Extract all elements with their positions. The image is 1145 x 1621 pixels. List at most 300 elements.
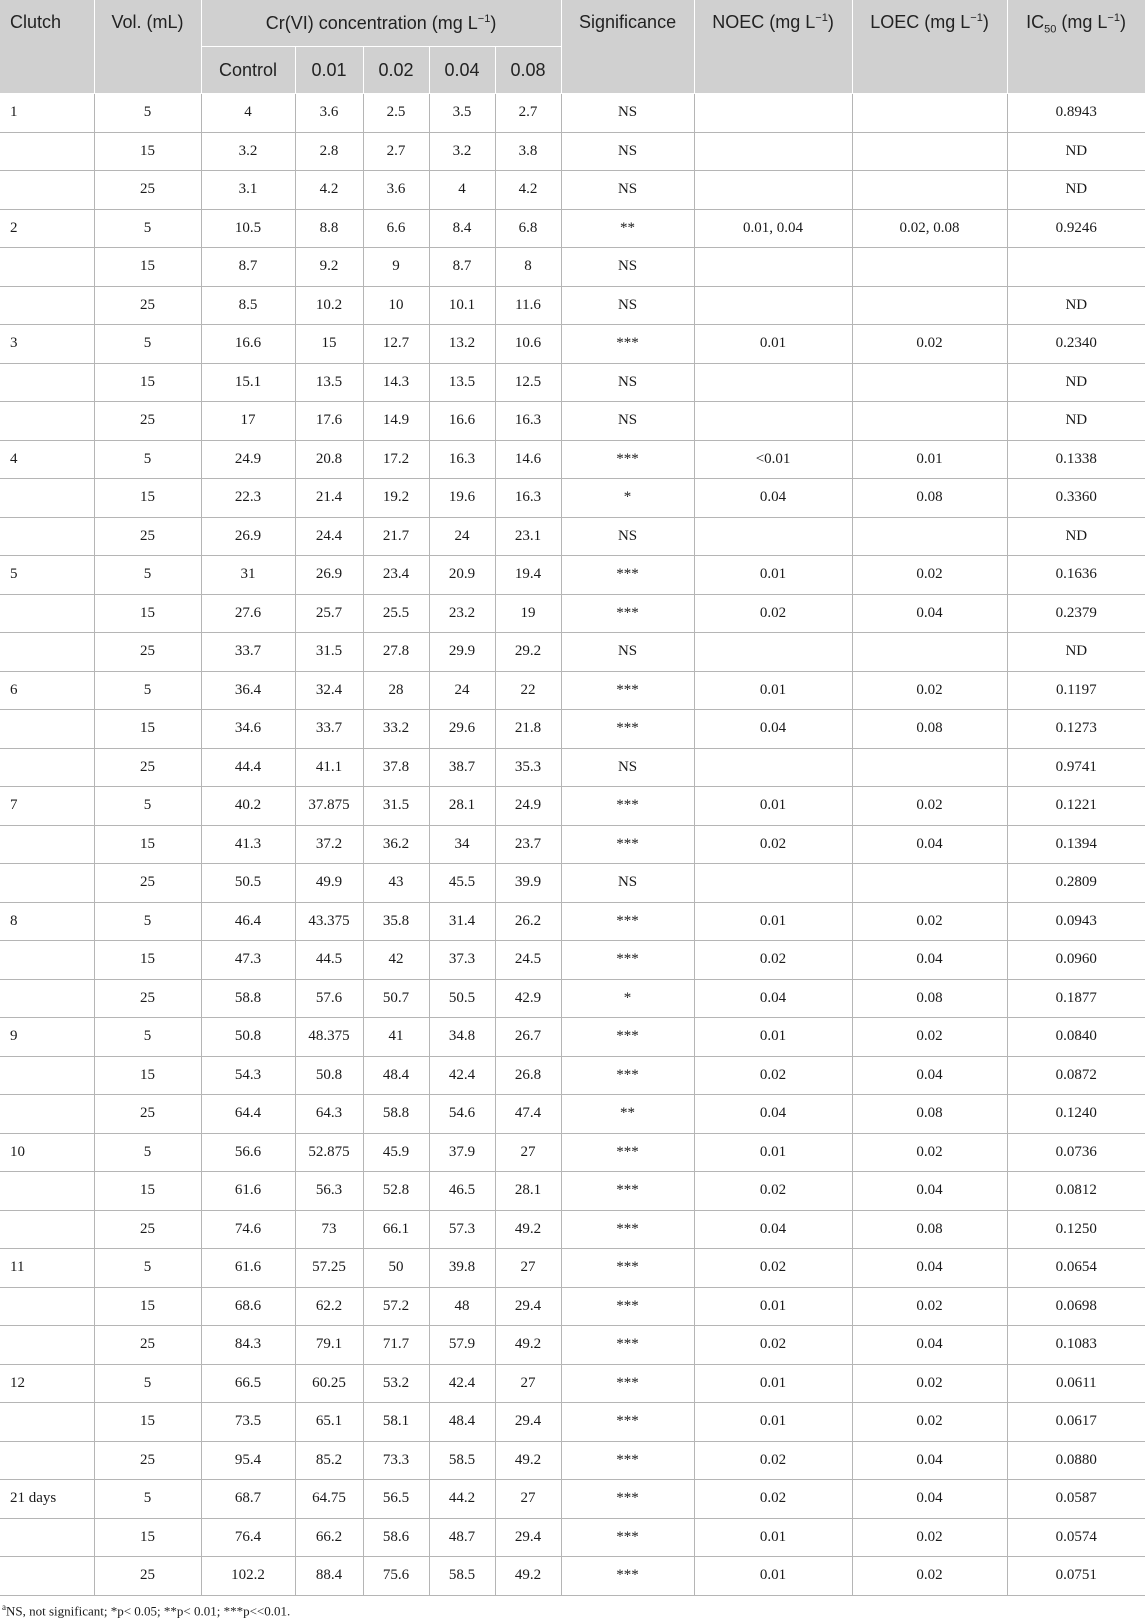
cell-clutch: [0, 1518, 94, 1557]
table-row: [0, 902, 1145, 941]
cell-noec: <0.01: [694, 440, 852, 479]
cell-loec: 0.02: [852, 787, 1007, 826]
cell-clutch: [0, 1326, 94, 1365]
cell-control: 46.4: [201, 902, 295, 941]
cell-significance: NS: [561, 248, 694, 287]
cell-clutch: [0, 748, 94, 787]
table-row: [0, 1557, 1145, 1596]
cell-significance: NS: [561, 748, 694, 787]
cell-conc-0-02: 41: [363, 1018, 429, 1057]
cell-conc-0-08: 6.8: [495, 209, 561, 248]
cell-loec: 0.04: [852, 825, 1007, 864]
cell-conc-0-08: 2.7: [495, 94, 561, 133]
cell-conc-0-04: 48: [429, 1287, 495, 1326]
cell-volume: 15: [94, 1287, 201, 1326]
cell-loec: 0.02: [852, 1133, 1007, 1172]
cell-ic50: 0.0611: [1007, 1364, 1145, 1403]
cell-control: 15.1: [201, 363, 295, 402]
header-cr-concentration: Cr(VI) concentration (mg $L^{-1}$): [201, 0, 561, 47]
cell-ic50: 0.9246: [1007, 209, 1145, 248]
cell-conc-0-04: 37.3: [429, 941, 495, 980]
table-row: [0, 1441, 1145, 1480]
cell-conc-0-01: 25.7: [295, 594, 363, 633]
cell-clutch: 21 days: [0, 1480, 94, 1519]
cell-control: 66.5: [201, 1364, 295, 1403]
cell-volume: 5: [94, 209, 201, 248]
cell-conc-0-01: 24.4: [295, 517, 363, 556]
cell-conc-0-08: 23.7: [495, 825, 561, 864]
cell-conc-0-04: 45.5: [429, 864, 495, 903]
cell-clutch: 2: [0, 209, 94, 248]
cell-noec: 0.01: [694, 1133, 852, 1172]
cell-volume: 5: [94, 787, 201, 826]
cell-conc-0-08: 12.5: [495, 363, 561, 402]
cell-conc-0-01: 43.375: [295, 902, 363, 941]
cell-noec: [694, 748, 852, 787]
cell-conc-0-02: 14.9: [363, 402, 429, 441]
cell-clutch: [0, 633, 94, 672]
cell-conc-0-02: 57.2: [363, 1287, 429, 1326]
cell-conc-0-04: 31.4: [429, 902, 495, 941]
cell-ic50: 0.1394: [1007, 825, 1145, 864]
header-conc-0-08: 0.08: [495, 47, 561, 94]
cell-conc-0-08: 21.8: [495, 710, 561, 749]
cell-significance: NS: [561, 286, 694, 325]
cell-conc-0-04: 8.7: [429, 248, 495, 287]
cell-ic50: 0.0812: [1007, 1172, 1145, 1211]
cell-volume: 25: [94, 286, 201, 325]
cell-ic50: 0.1240: [1007, 1095, 1145, 1134]
cell-conc-0-08: 11.6: [495, 286, 561, 325]
cell-ic50: 0.2809: [1007, 864, 1145, 903]
cell-volume: 15: [94, 132, 201, 171]
table-row: [0, 1518, 1145, 1557]
cell-conc-0-01: 21.4: [295, 479, 363, 518]
cell-significance: ***: [561, 1133, 694, 1172]
cell-conc-0-01: 15: [295, 325, 363, 364]
cell-significance: NS: [561, 517, 694, 556]
cell-clutch: 9: [0, 1018, 94, 1057]
table-row: [0, 1056, 1145, 1095]
header-volume: Vol. (mL): [94, 0, 201, 94]
cell-clutch: [0, 132, 94, 171]
cell-conc-0-01: 17.6: [295, 402, 363, 441]
cell-conc-0-08: 49.2: [495, 1326, 561, 1365]
cell-conc-0-02: 71.7: [363, 1326, 429, 1365]
cell-ic50: 0.1338: [1007, 440, 1145, 479]
cell-clutch: 6: [0, 671, 94, 710]
cell-noec: 0.01: [694, 1364, 852, 1403]
header-conc-0-02: 0.02: [363, 47, 429, 94]
cell-significance: ***: [561, 1518, 694, 1557]
cell-control: 27.6: [201, 594, 295, 633]
cell-control: 61.6: [201, 1172, 295, 1211]
cell-loec: [852, 864, 1007, 903]
cell-conc-0-02: 66.1: [363, 1210, 429, 1249]
cell-loec: 0.04: [852, 1249, 1007, 1288]
cell-clutch: [0, 1557, 94, 1596]
cell-volume: 5: [94, 671, 201, 710]
cell-conc-0-08: 27: [495, 1249, 561, 1288]
cell-conc-0-01: 88.4: [295, 1557, 363, 1596]
cell-significance: ***: [561, 1326, 694, 1365]
header-control: Control: [201, 47, 295, 94]
cell-ic50: 0.9741: [1007, 748, 1145, 787]
cell-loec: 0.02: [852, 902, 1007, 941]
cell-noec: 0.04: [694, 979, 852, 1018]
table-row: [0, 248, 1145, 287]
cell-volume: 25: [94, 979, 201, 1018]
cell-loec: 0.02: [852, 671, 1007, 710]
cell-ic50: 0.1877: [1007, 979, 1145, 1018]
cell-volume: 25: [94, 1326, 201, 1365]
cell-conc-0-04: 50.5: [429, 979, 495, 1018]
cell-conc-0-02: 6.6: [363, 209, 429, 248]
cell-conc-0-01: 56.3: [295, 1172, 363, 1211]
cell-significance: *: [561, 979, 694, 1018]
cell-conc-0-04: 37.9: [429, 1133, 495, 1172]
cell-control: 61.6: [201, 1249, 295, 1288]
cell-conc-0-01: 13.5: [295, 363, 363, 402]
table-row: [0, 594, 1145, 633]
cell-ic50: 0.0698: [1007, 1287, 1145, 1326]
cell-conc-0-01: 37.2: [295, 825, 363, 864]
cell-significance: ***: [561, 941, 694, 980]
cell-loec: [852, 171, 1007, 210]
cell-conc-0-01: 64.75: [295, 1480, 363, 1519]
cell-significance: ***: [561, 1287, 694, 1326]
cell-conc-0-01: 3.6: [295, 94, 363, 133]
table-row: [0, 363, 1145, 402]
cell-noec: 0.01: [694, 1518, 852, 1557]
table-row: [0, 1172, 1145, 1211]
cell-loec: [852, 132, 1007, 171]
table-row: [0, 1287, 1145, 1326]
cell-volume: 5: [94, 1249, 201, 1288]
cell-conc-0-08: 42.9: [495, 979, 561, 1018]
header-loec: LOEC (mg $L^{-1}$): [852, 0, 1007, 94]
cell-conc-0-01: 10.2: [295, 286, 363, 325]
cell-significance: ***: [561, 1172, 694, 1211]
cell-noec: 0.01, 0.04: [694, 209, 852, 248]
table-row: [0, 325, 1145, 364]
table-header: [0, 0, 1145, 94]
cell-noec: 0.04: [694, 1210, 852, 1249]
cell-conc-0-08: 29.4: [495, 1287, 561, 1326]
cell-clutch: 3: [0, 325, 94, 364]
cell-conc-0-04: 13.2: [429, 325, 495, 364]
cell-clutch: [0, 864, 94, 903]
cell-clutch: 4: [0, 440, 94, 479]
table-row: [0, 402, 1145, 441]
cell-conc-0-08: 49.2: [495, 1210, 561, 1249]
cell-conc-0-02: 75.6: [363, 1557, 429, 1596]
cell-noec: [694, 286, 852, 325]
cell-clutch: [0, 286, 94, 325]
cell-volume: 25: [94, 402, 201, 441]
cell-noec: 0.01: [694, 556, 852, 595]
cell-conc-0-02: 2.7: [363, 132, 429, 171]
cell-loec: 0.02: [852, 556, 1007, 595]
cell-conc-0-02: 14.3: [363, 363, 429, 402]
cell-control: 10.5: [201, 209, 295, 248]
cell-significance: ***: [561, 556, 694, 595]
cell-loec: [852, 248, 1007, 287]
cell-noec: 0.02: [694, 1480, 852, 1519]
cell-loec: [852, 286, 1007, 325]
cell-loec: [852, 94, 1007, 133]
cell-ic50: ND: [1007, 132, 1145, 171]
cell-significance: ***: [561, 440, 694, 479]
cell-clutch: [0, 479, 94, 518]
cell-conc-0-02: 28: [363, 671, 429, 710]
cell-ic50: 0.0736: [1007, 1133, 1145, 1172]
cell-loec: 0.08: [852, 710, 1007, 749]
cell-ic50: 0.0751: [1007, 1557, 1145, 1596]
cell-control: 26.9: [201, 517, 295, 556]
cell-clutch: [0, 1403, 94, 1442]
cell-loec: [852, 748, 1007, 787]
cell-volume: 25: [94, 633, 201, 672]
cell-conc-0-08: 14.6: [495, 440, 561, 479]
cell-volume: 5: [94, 440, 201, 479]
cell-ic50: ND: [1007, 517, 1145, 556]
cell-volume: 25: [94, 1095, 201, 1134]
cell-conc-0-04: 3.5: [429, 94, 495, 133]
cell-noec: [694, 94, 852, 133]
cell-conc-0-01: 85.2: [295, 1441, 363, 1480]
cell-conc-0-08: 28.1: [495, 1172, 561, 1211]
cell-conc-0-04: 54.6: [429, 1095, 495, 1134]
cell-control: 50.5: [201, 864, 295, 903]
cell-noec: 0.01: [694, 1287, 852, 1326]
cell-significance: ***: [561, 1403, 694, 1442]
table-row: [0, 710, 1145, 749]
cell-noec: 0.01: [694, 671, 852, 710]
cell-ic50: 0.0880: [1007, 1441, 1145, 1480]
cell-conc-0-02: 12.7: [363, 325, 429, 364]
cell-significance: ***: [561, 1018, 694, 1057]
cell-volume: 15: [94, 1056, 201, 1095]
cell-significance: NS: [561, 633, 694, 672]
cell-control: 84.3: [201, 1326, 295, 1365]
header-conc-0-01: 0.01: [295, 47, 363, 94]
cell-clutch: [0, 1172, 94, 1211]
cell-control: 68.7: [201, 1480, 295, 1519]
cell-volume: 15: [94, 825, 201, 864]
cell-noec: [694, 132, 852, 171]
cell-significance: ***: [561, 825, 694, 864]
table-row: [0, 440, 1145, 479]
cell-ic50: ND: [1007, 633, 1145, 672]
cell-loec: 0.01: [852, 440, 1007, 479]
header-conc-0-04: 0.04: [429, 47, 495, 94]
cell-conc-0-08: 16.3: [495, 479, 561, 518]
cell-control: 31: [201, 556, 295, 595]
cell-control: 95.4: [201, 1441, 295, 1480]
table-row: [0, 941, 1145, 980]
cell-volume: 25: [94, 748, 201, 787]
cell-conc-0-02: 45.9: [363, 1133, 429, 1172]
cell-ic50: 0.8943: [1007, 94, 1145, 133]
cell-conc-0-08: 47.4: [495, 1095, 561, 1134]
cell-conc-0-08: 10.6: [495, 325, 561, 364]
cell-noec: 0.01: [694, 1018, 852, 1057]
cell-conc-0-02: 53.2: [363, 1364, 429, 1403]
cell-conc-0-01: 65.1: [295, 1403, 363, 1442]
cell-noec: 0.04: [694, 479, 852, 518]
table-row: [0, 209, 1145, 248]
cell-conc-0-01: 79.1: [295, 1326, 363, 1365]
cell-conc-0-01: 64.3: [295, 1095, 363, 1134]
cell-noec: 0.02: [694, 1172, 852, 1211]
cell-clutch: 11: [0, 1249, 94, 1288]
cell-loec: 0.02: [852, 1018, 1007, 1057]
cell-noec: 0.04: [694, 710, 852, 749]
cell-noec: [694, 633, 852, 672]
cell-loec: 0.08: [852, 1095, 1007, 1134]
cell-conc-0-01: 57.6: [295, 979, 363, 1018]
cell-conc-0-01: 48.375: [295, 1018, 363, 1057]
cell-significance: ***: [561, 787, 694, 826]
cell-conc-0-04: 57.9: [429, 1326, 495, 1365]
cell-conc-0-01: 32.4: [295, 671, 363, 710]
cell-control: 3.2: [201, 132, 295, 171]
table-row: [0, 1326, 1145, 1365]
cell-conc-0-08: 23.1: [495, 517, 561, 556]
cell-ic50: 0.3360: [1007, 479, 1145, 518]
header-clutch: Clutch: [0, 0, 94, 94]
cell-control: 4: [201, 94, 295, 133]
table-row: [0, 787, 1145, 826]
cell-conc-0-08: 29.4: [495, 1518, 561, 1557]
cell-clutch: [0, 1287, 94, 1326]
cell-volume: 15: [94, 710, 201, 749]
table-row: [0, 94, 1145, 133]
table-row: [0, 1364, 1145, 1403]
cell-loec: 0.04: [852, 594, 1007, 633]
cell-clutch: [0, 979, 94, 1018]
cell-volume: 15: [94, 1172, 201, 1211]
cell-conc-0-04: 58.5: [429, 1557, 495, 1596]
cell-loec: 0.04: [852, 1480, 1007, 1519]
cell-volume: 5: [94, 325, 201, 364]
cell-control: 8.5: [201, 286, 295, 325]
cell-loec: 0.08: [852, 479, 1007, 518]
cell-volume: 25: [94, 864, 201, 903]
cell-clutch: 1: [0, 94, 94, 133]
cell-conc-0-01: 41.1: [295, 748, 363, 787]
cell-significance: ***: [561, 1364, 694, 1403]
cell-ic50: 0.0872: [1007, 1056, 1145, 1095]
cell-control: 64.4: [201, 1095, 295, 1134]
cell-loec: 0.04: [852, 1056, 1007, 1095]
cell-ic50: ND: [1007, 402, 1145, 441]
cell-conc-0-04: 57.3: [429, 1210, 495, 1249]
cell-conc-0-01: 49.9: [295, 864, 363, 903]
cell-control: 76.4: [201, 1518, 295, 1557]
cell-noec: 0.01: [694, 325, 852, 364]
cell-conc-0-08: 29.2: [495, 633, 561, 672]
cell-conc-0-02: 3.6: [363, 171, 429, 210]
cell-significance: ***: [561, 1056, 694, 1095]
header-noec: NOEC (mg $L^{-1}$): [694, 0, 852, 94]
cell-conc-0-01: 73: [295, 1210, 363, 1249]
cell-control: 22.3: [201, 479, 295, 518]
cell-conc-0-02: 27.8: [363, 633, 429, 672]
cell-conc-0-02: 58.8: [363, 1095, 429, 1134]
cell-conc-0-01: 50.8: [295, 1056, 363, 1095]
cell-conc-0-02: 56.5: [363, 1480, 429, 1519]
cell-noec: 0.02: [694, 1441, 852, 1480]
cell-significance: ***: [561, 1480, 694, 1519]
cell-ic50: 0.1197: [1007, 671, 1145, 710]
cell-conc-0-02: 73.3: [363, 1441, 429, 1480]
cell-control: 44.4: [201, 748, 295, 787]
cell-ic50: 0.2379: [1007, 594, 1145, 633]
cell-volume: 25: [94, 171, 201, 210]
cell-control: 54.3: [201, 1056, 295, 1095]
cell-clutch: [0, 363, 94, 402]
table-row: [0, 748, 1145, 787]
cell-control: 36.4: [201, 671, 295, 710]
cell-conc-0-02: 9: [363, 248, 429, 287]
cell-volume: 25: [94, 517, 201, 556]
cell-conc-0-01: 57.25: [295, 1249, 363, 1288]
cell-conc-0-08: 16.3: [495, 402, 561, 441]
cell-noec: [694, 517, 852, 556]
table-row: [0, 1480, 1145, 1519]
cell-loec: 0.04: [852, 1326, 1007, 1365]
cell-loec: 0.04: [852, 941, 1007, 980]
cell-loec: 0.02: [852, 1287, 1007, 1326]
cell-conc-0-02: 37.8: [363, 748, 429, 787]
cell-volume: 15: [94, 594, 201, 633]
table-row: [0, 1018, 1145, 1057]
cell-volume: 5: [94, 1133, 201, 1172]
cell-conc-0-04: 34.8: [429, 1018, 495, 1057]
cell-conc-0-04: 38.7: [429, 748, 495, 787]
cell-significance: ***: [561, 710, 694, 749]
cell-conc-0-04: 8.4: [429, 209, 495, 248]
cell-conc-0-04: 44.2: [429, 1480, 495, 1519]
table-row: [0, 556, 1145, 595]
cell-clutch: [0, 1095, 94, 1134]
cell-conc-0-02: 58.6: [363, 1518, 429, 1557]
cell-clutch: [0, 594, 94, 633]
cell-conc-0-08: 27: [495, 1480, 561, 1519]
cell-ic50: ND: [1007, 171, 1145, 210]
cell-conc-0-08: 29.4: [495, 1403, 561, 1442]
cell-conc-0-01: 37.875: [295, 787, 363, 826]
table-row: [0, 479, 1145, 518]
cell-conc-0-04: 42.4: [429, 1056, 495, 1095]
cell-conc-0-04: 28.1: [429, 787, 495, 826]
cell-ic50: 0.0587: [1007, 1480, 1145, 1519]
cell-ic50: 0.1221: [1007, 787, 1145, 826]
cell-control: 16.6: [201, 325, 295, 364]
cell-loec: 0.04: [852, 1441, 1007, 1480]
cell-noec: [694, 402, 852, 441]
cell-ic50: ND: [1007, 363, 1145, 402]
cell-control: 102.2: [201, 1557, 295, 1596]
cell-conc-0-04: 42.4: [429, 1364, 495, 1403]
cell-conc-0-04: 34: [429, 825, 495, 864]
cell-loec: [852, 402, 1007, 441]
cell-conc-0-08: 19.4: [495, 556, 561, 595]
cell-conc-0-01: 8.8: [295, 209, 363, 248]
cell-control: 68.6: [201, 1287, 295, 1326]
